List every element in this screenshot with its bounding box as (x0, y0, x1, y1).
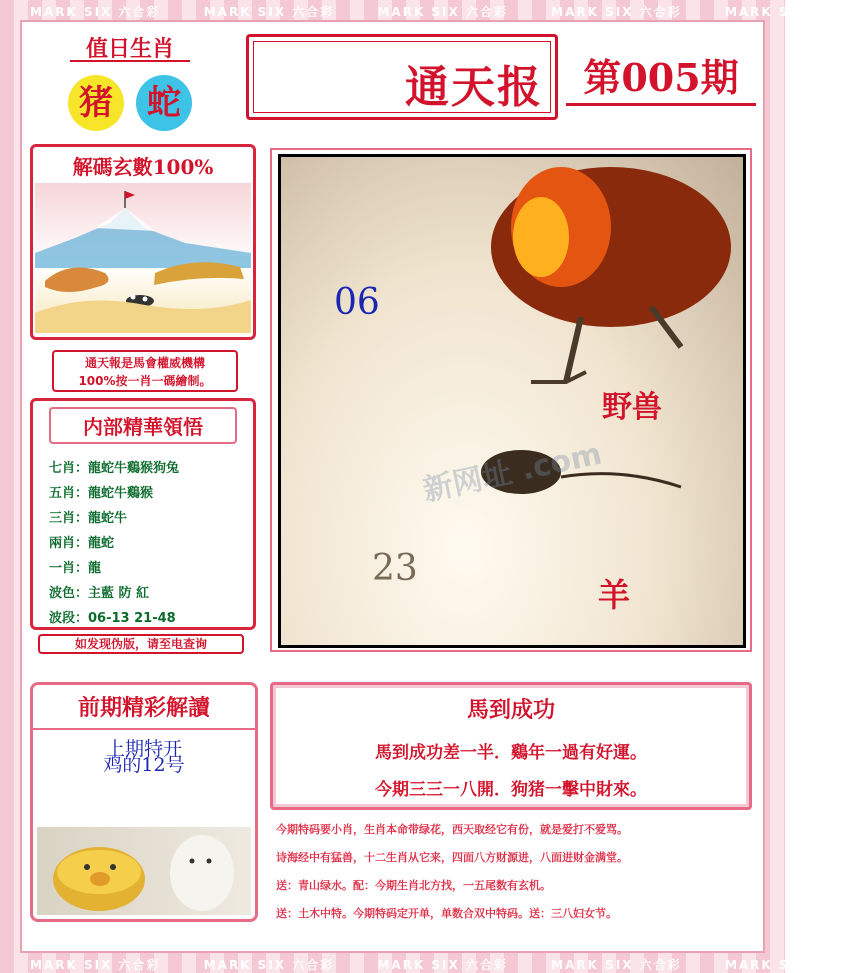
paper-name: 通天报 (405, 62, 543, 113)
rooster-and-rat-illustration (281, 157, 743, 645)
poem-title: 馬到成功 (466, 697, 555, 723)
decode-illustration (35, 183, 251, 333)
duty-title: 值日生肖 (70, 32, 190, 62)
note-line: 诗海经中有猛兽，十二生肖从它来，四面八方财源进，八面进财金满堂。 (276, 851, 628, 864)
note-line: 送：青山绿水。配：今期生肖北方找，一五尾数有玄机。 (276, 879, 551, 892)
insider-title: 内部精華領悟 (49, 407, 237, 444)
insider-row (49, 581, 253, 606)
decode-note: 通天報是馬會權威機構 100%按一肖一碼繪制。 (52, 350, 238, 392)
main-photo (278, 154, 746, 648)
poem-line2: 今期三三一八開．狗猪一擊中財來。 (375, 780, 647, 800)
note-line: 今期特码要小肖，生肖本命带绿花，西天取经它有份，就是爱打不爱骂。 (276, 823, 628, 836)
number-23: 23 (372, 548, 418, 589)
insider-row-label: 五肖： (49, 486, 89, 501)
label-sheep: 羊 (598, 576, 631, 614)
insider-list (49, 456, 253, 631)
insider-row-label: 七肖： (49, 461, 89, 476)
previous-title: 前期精彩解讀 (33, 691, 255, 730)
duty-zodiac-pig: 猪 (68, 75, 124, 131)
issue-number: 第005期 (566, 50, 756, 106)
insider-row-value: 龍 (88, 561, 102, 576)
insider-row (49, 556, 253, 581)
decode-title: 解碼玄數100% (72, 155, 214, 179)
bottom-border-text: MARK SIX 六合彩 MARK SIX 六合彩 MARK SIX 六合彩 MARK SIX 六合彩 MARK SIX 六合彩 (30, 958, 855, 972)
previous-line2: 鸡的12号 (103, 754, 185, 776)
insider-footer: 如发现伪版，请至电查询 (38, 634, 244, 654)
decode-panel (30, 144, 256, 340)
label-wild-beast: 野兽 (602, 390, 662, 425)
insider-row (49, 481, 253, 506)
insider-row-value: 06-13 21-48 (88, 611, 176, 626)
number-06: 06 (334, 282, 380, 323)
insider-panel (30, 398, 256, 630)
insider-row (49, 606, 253, 631)
poem-panel (270, 682, 752, 810)
insider-row-label: 波色： (49, 586, 89, 601)
insider-row-label: 兩肖： (49, 536, 89, 551)
previous-photo (37, 827, 251, 915)
insider-row (49, 531, 253, 556)
previous-line1: 上期特开 (105, 738, 182, 760)
insider-row (49, 456, 253, 481)
insider-row-value: 龍蛇牛 (88, 511, 128, 526)
insider-row (49, 506, 253, 531)
insider-row-value: 龍蛇牛鷄猴 (88, 486, 154, 501)
poem-line1: 馬到成功差一半．鷄年一過有好運。 (375, 743, 647, 763)
watermark-text: 新网址 .com (420, 436, 605, 509)
notes-list (276, 816, 754, 928)
top-border-text: MARK SIX 六合彩 MARK SIX 六合彩 MARK SIX 六合彩 MARK SIX 六合彩 MARK SIX 六合彩 (30, 5, 855, 19)
insider-row-value: 主藍 防 紅 (88, 586, 150, 601)
paper-name-box (246, 34, 558, 120)
insider-row-value: 龍蛇牛鷄猴狗兔 (88, 461, 180, 476)
main-photo-frame (270, 148, 752, 652)
previous-panel (30, 682, 258, 922)
note-line: 送：土木中特。今期特码定开单，单数合双中特码。送：三八妇女节。 (276, 907, 617, 920)
insider-row-label: 波段： (49, 611, 89, 626)
insider-row-label: 三肖： (49, 511, 89, 526)
insider-row-value: 龍蛇 (88, 536, 115, 551)
duty-zodiac-snake: 蛇 (136, 75, 192, 131)
insider-row-label: 一肖： (49, 561, 89, 576)
